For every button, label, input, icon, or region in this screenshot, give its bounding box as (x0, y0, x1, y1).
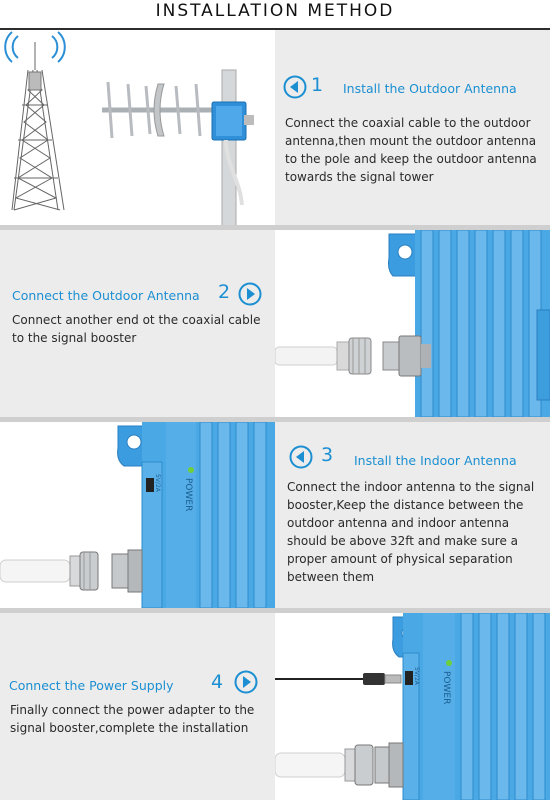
page-title: INSTALLATION METHOD (155, 1, 395, 21)
step-description: Connect the indoor antenna to the signal booster,Keep the distance between the outdoor antenna and indoor antenna should be above 32ft and make sure a proper amount of physical separation between them (287, 480, 535, 584)
step-1-image (0, 30, 275, 225)
step-2-text (0, 230, 275, 417)
step-number: 4 (211, 671, 224, 693)
step-description: Connect another end ot the coaxial cable to the signal booster (12, 313, 261, 345)
step-number: 2 (218, 281, 231, 303)
step-4-image (275, 613, 550, 800)
step-title: Connect the Outdoor Antenna (12, 288, 200, 303)
step-3-text (275, 422, 550, 608)
booster-power-illustration (275, 613, 550, 800)
header (0, 0, 550, 30)
arrow-right-icon (238, 282, 262, 306)
step-1-text (275, 30, 550, 225)
step-number: 3 (321, 444, 334, 466)
step-title: Install the Outdoor Antenna (343, 81, 517, 96)
arrow-right-icon (234, 670, 258, 694)
step-4-text (0, 613, 275, 800)
dc-label: 5V/2A (154, 474, 161, 492)
step-description: Connect the coaxial cable to the outdoor antenna,then mount the outdoor antenna to the pole and keep the outdoor antenna towards the signal tower (285, 116, 537, 184)
booster-indoor-antenna-illustration (0, 422, 275, 608)
outdoor-antenna-icon (102, 70, 254, 225)
step-title: Connect the Power Supply (9, 678, 174, 693)
step-number: 1 (311, 74, 324, 96)
step-description: Finally connect the power adapter to the signal booster,complete the installation (10, 703, 255, 735)
power-label: POWER (183, 478, 193, 512)
signal-tower-icon (12, 42, 64, 210)
dc-label: 5V/2A (413, 667, 420, 685)
booster-connector-illustration (275, 230, 550, 417)
step-title: Install the Indoor Antenna (354, 453, 517, 468)
step-3-image (0, 422, 275, 608)
step-2-image (275, 230, 550, 417)
arrow-left-icon (283, 75, 307, 99)
power-label: POWER (441, 671, 451, 705)
arrow-left-icon (289, 445, 313, 469)
